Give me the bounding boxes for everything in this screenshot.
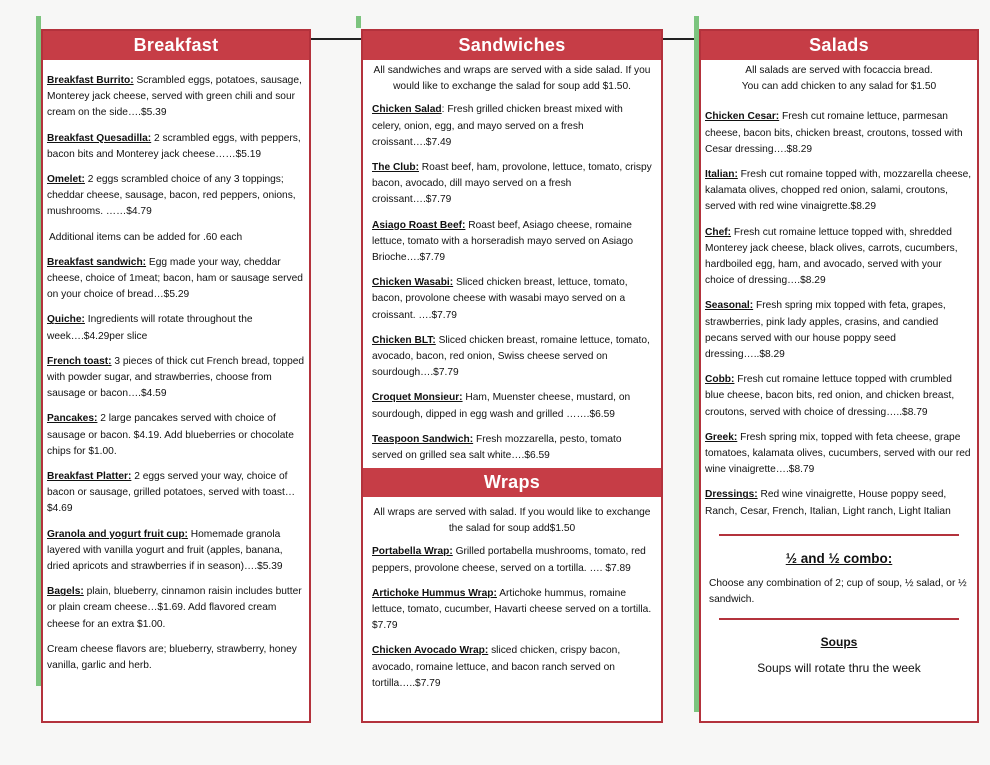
additional-items-note: Additional items can be added for .60 each bbox=[49, 231, 243, 243]
menu-item: Chef: Fresh cut romaine lettuce topped with, shredded Monterey jack cheese, black olives, carrots, cucumbers, hardboiled egg, ham, and avocado, served with your choice of dressing….$8.29 bbox=[705, 226, 958, 287]
green-accent-tab bbox=[356, 16, 361, 28]
menu-item: Chicken Cesar: Fresh cut romaine lettuce, parmesan cheese, bacon bits, chicken breast, croutons, tossed with Cesar dressing….$8.29 bbox=[705, 111, 963, 155]
menu-item: Seasonal: Fresh spring mix topped with feta, grapes, strawberries, pink lady apples, crasins, and candied pecans served with our house poppy seed dressing…..$8.29 bbox=[705, 300, 946, 361]
menu-item: Asiago Roast Beef: Roast beef, Asiago cheese, romaine lettuce, tomato with a horseradish mayo served on Asiago Brioche….$7.79 bbox=[372, 219, 634, 264]
menu-item: Pancakes: 2 large pancakes served with choice of sausage or bacon. $4.19. Add blueberries or chocolate chips for $1.00. bbox=[47, 413, 294, 457]
salads-intro: All salads are served with focaccia bread. bbox=[745, 65, 933, 76]
menu-item: The Club: Roast beef, ham, provolone, lettuce, tomato, crispy bacon, avocado, dill mayo served on a fresh croissant….$7.79 bbox=[372, 162, 652, 206]
menu-item: Greek: Fresh spring mix, topped with feta cheese, grape tomatoes, kalamata olives, cucumbers, served with our red wine vinaigrette….$8.79 bbox=[705, 431, 971, 476]
menu-item: Omelet: 2 eggs scrambled choice of any 3 toppings; cheddar cheese, sausage, bacon, red peppers, onions, mushrooms. ……$4.79 bbox=[47, 174, 296, 218]
menu-item: Bagels: plain, blueberry, cinnamon raisin includes butter or plain cream cheese…$1.69. Add flavored cream cheese for an extra $1.00. bbox=[47, 586, 302, 630]
menu-item: Cobb: Fresh cut romaine lettuce topped with crumbled blue cheese, bacon bits, red onion, and chicken breast, croutons, served with choice of dressing…..$8.79 bbox=[705, 374, 955, 418]
cream-cheese-note: Cream cheese flavors are; blueberry, strawberry, honey vanilla, garlic and herb. bbox=[47, 643, 297, 672]
menu-item: French toast: 3 pieces of thick cut French bread, topped with powder sugar, and strawberries, choose from sausage or bacon….$4.59 bbox=[47, 355, 305, 400]
menu-item: Teaspoon Sandwich: Fresh mozzarella, pesto, tomato served on grilled sea salt white….$6.59 bbox=[372, 433, 622, 462]
menu-item: Croquet Monsieur: Ham, Muenster cheese, mustard, on sourdough, dipped in egg wash and grilled …….$6.59 bbox=[372, 392, 631, 420]
salads-intro: You can add chicken to any salad for $1.50 bbox=[741, 81, 937, 93]
menu-item: Breakfast Quesadilla: 2 scrambled eggs, with peppers, bacon bits and Monterey jack cheese……$5.19 bbox=[47, 132, 301, 160]
menu-item: Chicken Avocado Wrap: sliced chicken, crispy bacon, avocado, romaine lettuce, and bacon ranch served on tortilla…..$7.79 bbox=[372, 645, 621, 689]
menu-item: Portabella Wrap: Grilled portabella mushrooms, tomato, red peppers, provolone cheese, served on a tortilla. …. $7.89 bbox=[372, 546, 646, 574]
menu-item: Quiche: Ingredients will rotate throughout the week….$4.29per slice bbox=[47, 314, 253, 342]
wraps-intro: All wraps are served with salad. If you would like to exchange the salad for soup add$1.50 bbox=[373, 507, 651, 535]
sandwiches-header: Sandwiches bbox=[363, 31, 661, 60]
menu-item: Breakfast sandwich: Egg made your way, cheddar cheese, choice of 1meat; bacon, ham or sausage served on your choice of bread…$5.29 bbox=[47, 256, 303, 301]
menu-item: Chicken Salad: Fresh grilled chicken breast mixed with celery, onion, egg, and mayo served on a fresh croissant….$7.49 bbox=[372, 104, 623, 148]
combo-description: Choose any combination of 2; cup of soup, ½ salad, or ½ sandwich. bbox=[709, 578, 967, 606]
menu-item: Breakfast Platter: 2 eggs served your way, choice of bacon or sausage, grilled potatoes, served with toast… $4.69 bbox=[47, 471, 296, 515]
divider-line bbox=[719, 618, 959, 620]
menu-item: Breakfast Burrito: Scrambled eggs, potatoes, sausage, Monterey jack cheese, served with green chili and sour cream on the side….$5.39 bbox=[47, 75, 302, 119]
breakfast-panel bbox=[41, 29, 311, 723]
salads-panel bbox=[699, 29, 979, 723]
divider-line bbox=[719, 534, 959, 536]
menu-item: Italian: Fresh cut romaine topped with, mozzarella cheese, kalamata olives, chopped red onion, salami, croutons, served with red wine vinaigrette.$8.29 bbox=[705, 169, 972, 213]
menu-item: Chicken Wasabi: Sliced chicken breast, lettuce, tomato, bacon, provolone cheese with wasabi mayo served on a croissant. ….$7.79 bbox=[372, 277, 628, 321]
sandwiches-panel bbox=[361, 29, 663, 723]
sandwiches-intro: All sandwiches and wraps are served with a side salad. If you would like to exchange the salad for soup add $1.50. bbox=[373, 65, 651, 93]
wraps-header: Wraps bbox=[363, 468, 661, 497]
breakfast-header: Breakfast bbox=[43, 31, 309, 60]
salads-header: Salads bbox=[701, 31, 977, 60]
connector-line-left bbox=[310, 38, 362, 40]
soups-title: Soups bbox=[820, 635, 858, 650]
soups-description: Soups will rotate thru the week bbox=[757, 660, 921, 675]
dressings-list: Dressings: Red wine vinaigrette, House poppy seed, Ranch, Cesar, French, Italian, Light ranch, Light Italian bbox=[705, 489, 951, 517]
menu-item: Artichoke Hummus Wrap: Artichoke hummus, romaine lettuce, tomato, cucumber, Havarti cheese served on a tortilla. $7.79 bbox=[372, 587, 652, 632]
combo-title: ½ and ½ combo: bbox=[785, 550, 893, 566]
menu-item: Granola and yogurt fruit cup: Homemade granola layered with vanilla yogurt and fruit (apples, banana, dried apricots and strawberries if in season)….$5.39 bbox=[47, 528, 283, 573]
menu-item: Chicken BLT: Sliced chicken breast, romaine lettuce, tomato, avocado, bacon, red onion, Swiss cheese served on sourdough….$7.79 bbox=[372, 334, 650, 379]
